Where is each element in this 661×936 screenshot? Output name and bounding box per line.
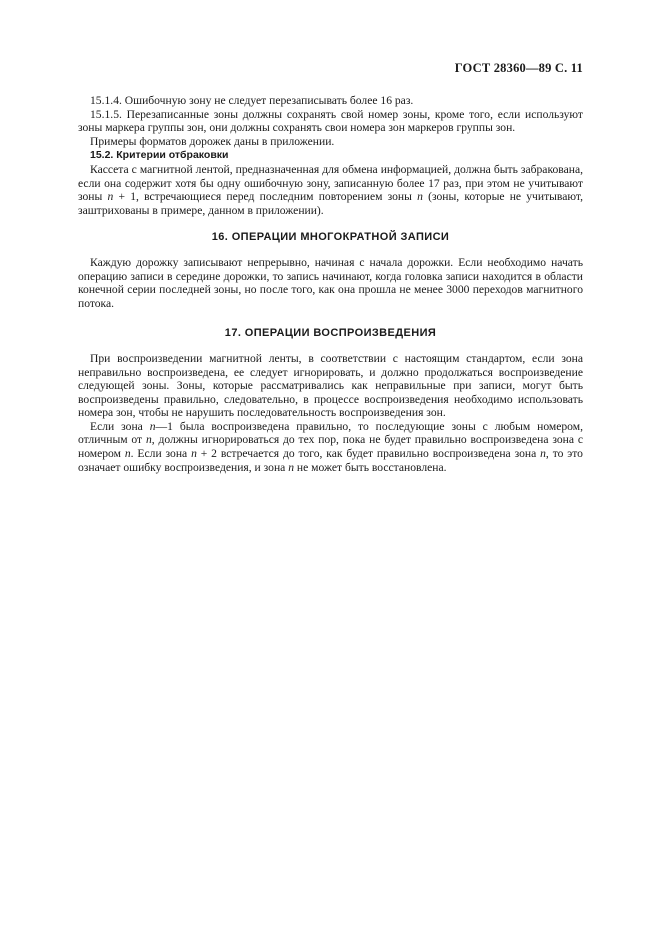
section-16-title: 16. ОПЕРАЦИИ МНОГОКРАТНОЙ ЗАПИСИ: [211, 231, 450, 244]
text-run: + 1, встречающиеся перед последним повторением зоны: [113, 190, 418, 204]
section-17-title: 17. ОПЕРАЦИИ ВОСПРОИЗВЕДЕНИЯ: [224, 327, 437, 340]
subheading-title: Критерии отбраковки: [116, 149, 229, 162]
subheading-15-2: [78, 148, 583, 163]
text-run: Если зона: [90, 419, 150, 433]
variable-n: n: [145, 433, 152, 447]
text-run: не может быть восстановлена.: [294, 460, 447, 474]
text-run: , должны игнорироваться до тех пор, пока не будет правильно воспроизведена зона с номером: [78, 433, 583, 461]
text-run: Кассета с магнитной лентой, предназначенная для обмена информацией, должна быть забракована, если она содержит хотя бы одну ошибочную зону, записанную более 17 раз, при этом не учитывают зоны: [78, 162, 583, 204]
paragraph-examples-note: Примеры форматов дорожек даны в приложении.: [90, 134, 335, 148]
text-run: + 2 встречается до того, как будет правильно воспроизведена зона: [196, 447, 541, 461]
variable-n: n: [417, 190, 423, 204]
paragraph-rejection-criteria: [78, 163, 583, 217]
paragraph-section-17-1: При воспроизведении магнитной ленты, в соответствии с настоящим стандартом, если зона неправильно воспроизведена, ее следует игнорировать, и должно продолжаться воспроизведение следующей зоны. Зоны, которые рассматривались как неправильные при записи, могут быть воспроизведены правильно, следовательно, в процессе воспроизведения необходимо использовать номера зон, чтобы не нарушить последовательность воспроизведения зон.: [78, 351, 583, 420]
text-run: , то это означает ошибку воспроизведения, и зона: [78, 447, 583, 474]
variable-n: n: [288, 460, 294, 474]
paragraph-section-17-2: [78, 420, 583, 474]
text-run: . Если зона: [130, 447, 192, 461]
paragraph-section-16: Каждую дорожку записывают непрерывно, начиная с начала дорожки. Если необходимо начать операцию записи в середине дорожки, то запись начинают, когда головка записи находится в области конечной серии последней зоны, но после того, как она прошла не менее 3000 переходов магнитного потока.: [78, 255, 583, 310]
variable-n: n: [191, 447, 197, 461]
text-run: (зоны, которые не учитывают, заштрихованы в примере, данном в приложении).: [78, 190, 583, 217]
paragraph-15-1-5: 15.1.5. Перезаписанные зоны должны сохранять свой номер зоны, кроме того, если используют зоны маркера группы зон, они должны сохранять свои номера зон маркеров группы зон.: [78, 107, 583, 135]
text-run: —1 была воспроизведена правильно, то последующие зоны с любым номером, отличным от: [78, 419, 583, 447]
variable-n: n: [540, 447, 546, 461]
variable-n: n: [107, 190, 114, 204]
subheading-number: 15.2.: [90, 149, 114, 162]
paragraph-15-1-4: 15.1.4. Ошибочную зону не следует перезаписывать более 16 раз.: [90, 94, 414, 107]
document-body: [78, 94, 583, 474]
page-header: ГОСТ 28360—89 С. 11: [454, 61, 583, 75]
variable-n: n: [124, 447, 131, 461]
variable-n: n: [149, 419, 156, 433]
